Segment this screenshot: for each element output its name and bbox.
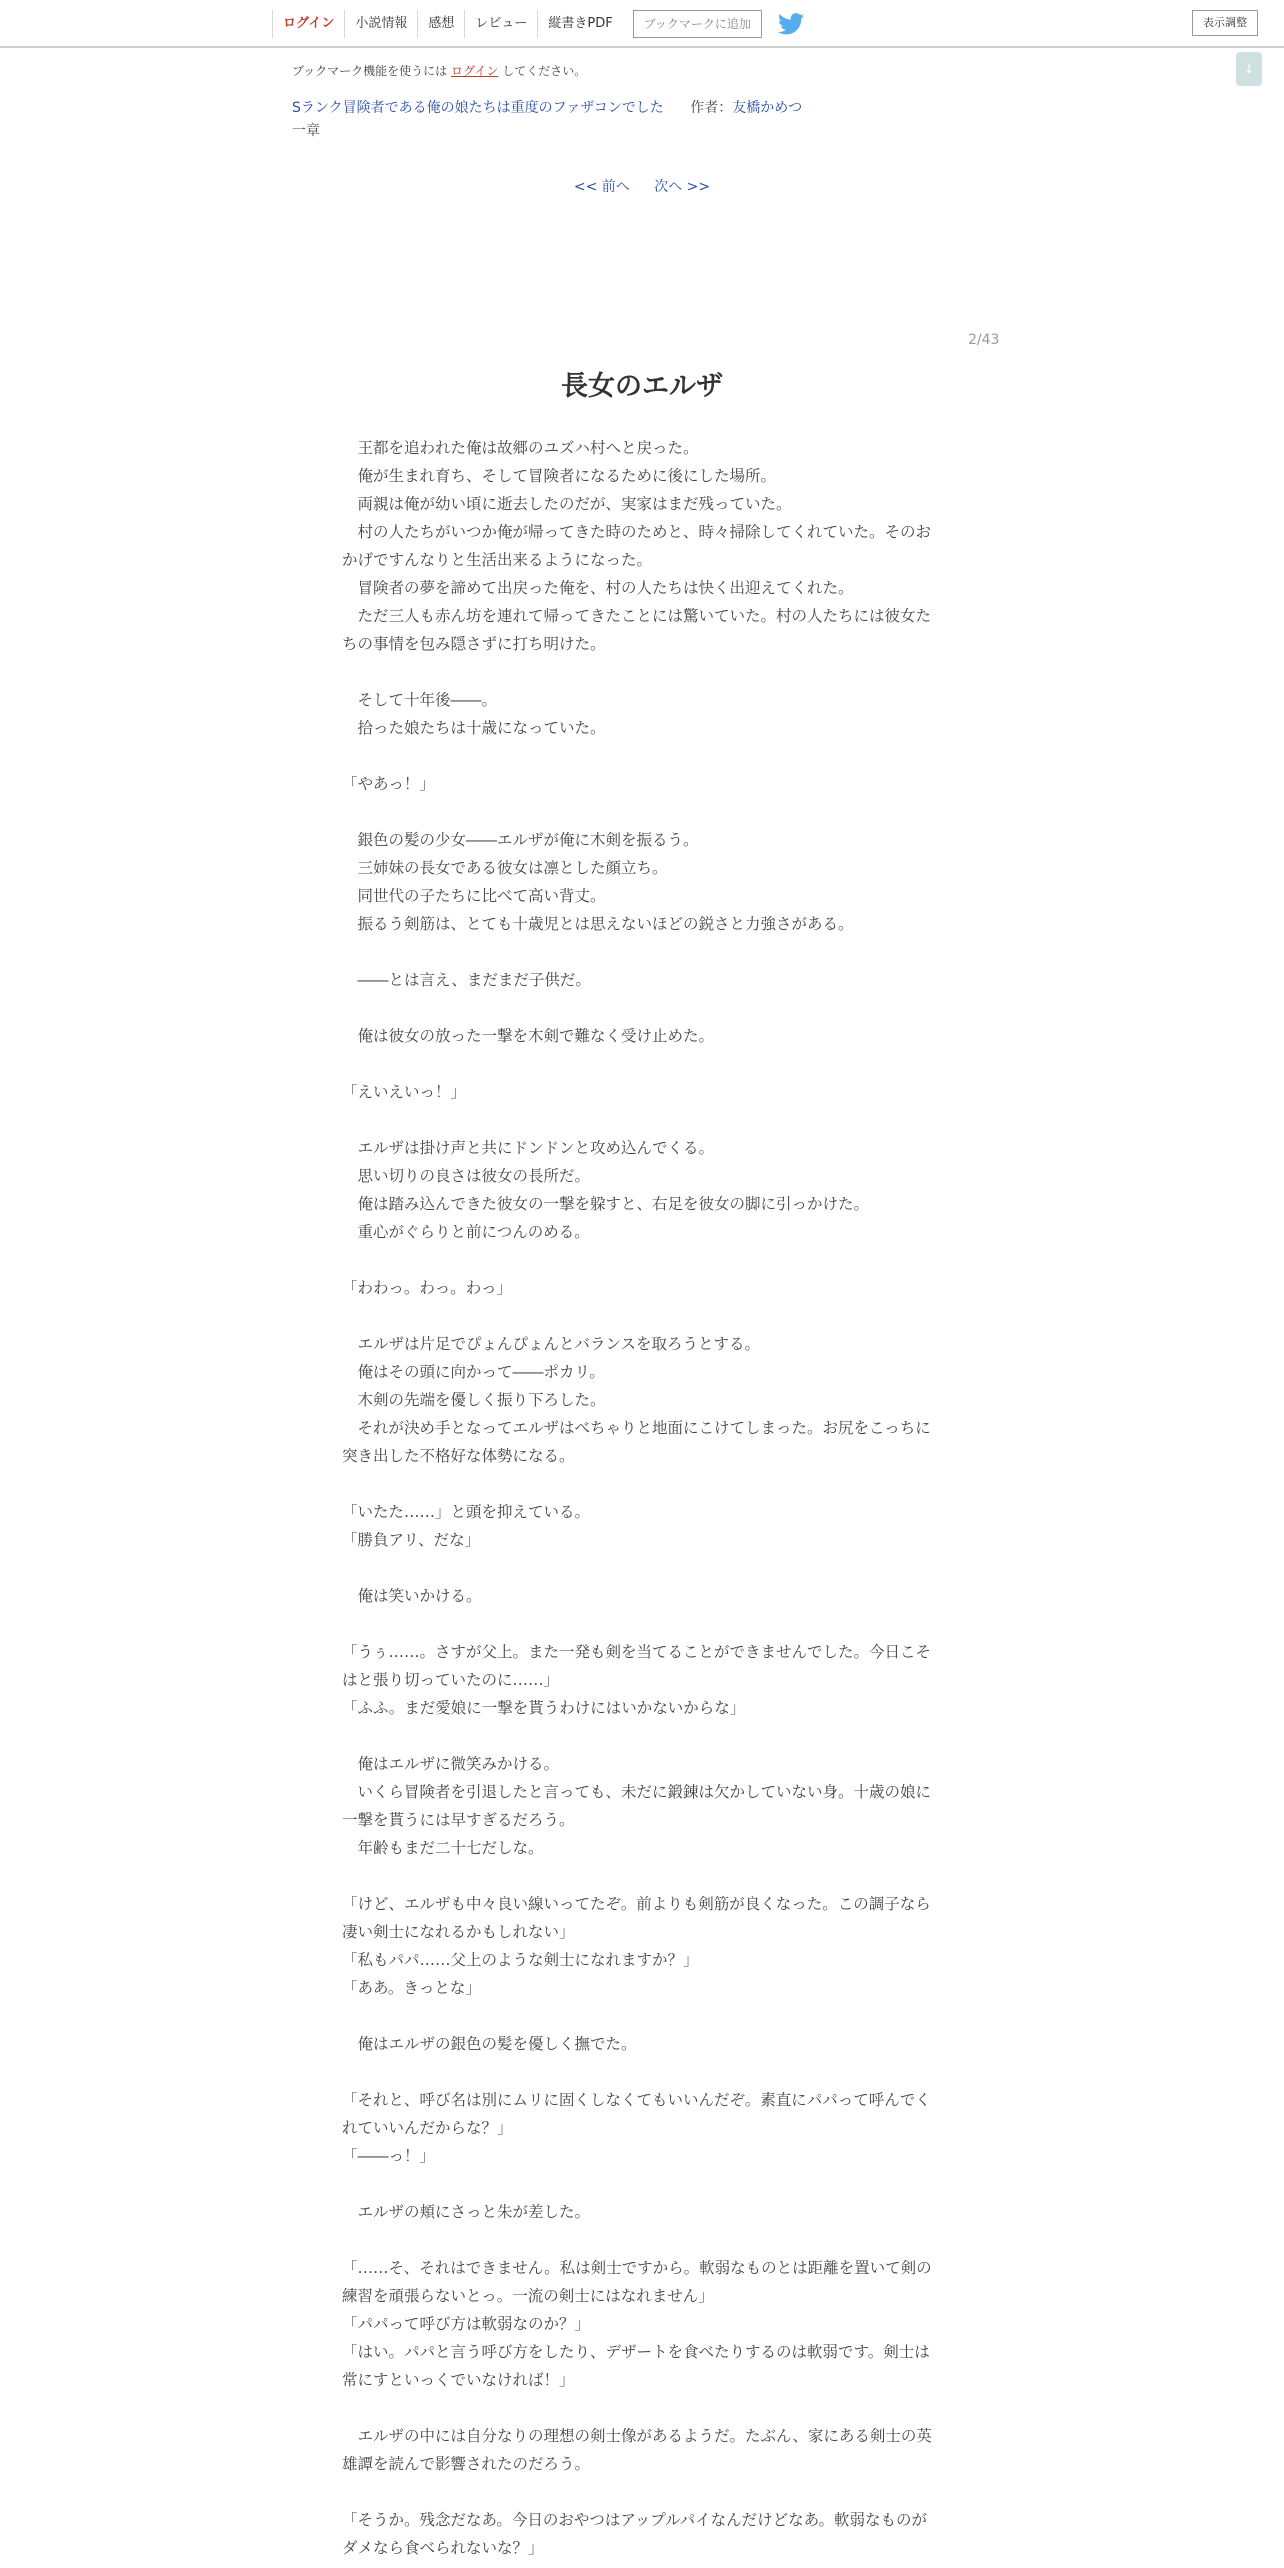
- nav-vertical-pdf-link[interactable]: 縦書きPDF: [537, 10, 622, 38]
- body-paragraph: 「それと、呼び名は別にムリに固くしなくてもいいんだぞ。素直にパパって呼んでくれていいんだからな？」: [342, 2091, 931, 2137]
- novel-title-link[interactable]: Sランク冒険者である俺の娘たちは重度のファザコンでした: [292, 100, 664, 116]
- body-paragraph: [342, 938, 942, 966]
- episode-pager: [0, 176, 1284, 196]
- display-settings-button[interactable]: 表示調整: [1192, 10, 1258, 36]
- episode-title: 長女のエルザ: [561, 371, 723, 402]
- body-paragraph: [342, 1722, 942, 1750]
- body-paragraph: 「私もパパ……父上のような剣士になれますか？」: [342, 1951, 699, 1969]
- body-paragraph: 「いたた……」と頭を抑えている。: [342, 1503, 591, 1521]
- body-paragraph: 「勝負アリ、だな」: [342, 1531, 481, 1549]
- novel-header: [292, 97, 802, 117]
- body-paragraph: [342, 742, 942, 770]
- body-paragraph: [342, 1246, 942, 1274]
- body-paragraph: 「えいえいっ！」: [342, 1083, 467, 1101]
- body-paragraph: 「けど、エルザも中々良い線いってたぞ。前よりも剣筋が良くなった。この調子なら凄い剣士になれるかもしれない」: [342, 1895, 931, 1941]
- body-paragraph: 両親は俺が幼い頃に逝去したのだが、実家はまだ残っていた。: [342, 495, 792, 513]
- main-nav: [272, 10, 804, 38]
- body-paragraph: [342, 2002, 942, 2030]
- twitter-icon[interactable]: [778, 13, 804, 35]
- body-paragraph: [342, 1862, 942, 1890]
- scroll-down-tab[interactable]: [1236, 52, 1262, 86]
- body-paragraph: 俺は笑いかける。: [342, 1587, 482, 1605]
- body-paragraph: 「はい。パパと言う呼び方をしたり、デザートを食べたりするのは軟弱です。剣士は常にすといっくでいなければ！」: [342, 2343, 930, 2389]
- body-paragraph: 俺は彼女の放った一撃を木剣で難なく受け止めた。: [342, 1027, 715, 1045]
- nav-impressions-link[interactable]: 感想: [417, 10, 464, 38]
- author-link[interactable]: 友橋かめつ: [732, 100, 803, 116]
- bookmark-notice-suffix: してください。: [502, 64, 587, 78]
- body-paragraph: [342, 2058, 942, 2086]
- body-paragraph: いくら冒険者を引退したと言っても、未だに鍛錬は欠かしていない身。十歳の娘に一撃を貰うには早すぎるだろう。: [342, 1783, 932, 1829]
- body-paragraph: エルザは掛け声と共にドンドンと攻め込んでくる。: [342, 1139, 715, 1157]
- body-paragraph: 俺はエルザに微笑みかける。: [342, 1755, 560, 1773]
- body-paragraph: 村の人たちがいつか俺が帰ってきた時のためと、時々掃除してくれていた。そのおかげですんなりと生活出来るようになった。: [342, 523, 932, 569]
- body-paragraph: それが決め手となってエルザはべちゃりと地面にこけてしまった。お尻をこっちに突き出した不格好な体勢になる。: [342, 1419, 931, 1465]
- nav-login-link[interactable]: ログイン: [272, 10, 344, 38]
- body-paragraph: ただ三人も赤ん坊を連れて帰ってきたことには驚いていた。村の人たちには彼女たちの事情を包み隠さずに打ち明けた。: [342, 607, 932, 653]
- body-paragraph: [342, 2478, 942, 2506]
- body-paragraph: 「うぅ……。さすが父上。また一発も剣を当てることができませんでした。今日こそはと張り切っていたのに……」: [342, 1643, 932, 1689]
- prev-episode-link[interactable]: << 前へ: [573, 179, 630, 195]
- body-paragraph: [342, 798, 942, 826]
- body-paragraph: 木剣の先端を優しく振り下ろした。: [342, 1391, 606, 1409]
- body-paragraph: [342, 1106, 942, 1134]
- body-paragraph: エルザの中には自分なりの理想の剣士像があるようだ。たぶん、家にある剣士の英雄譚を読んで影響されたのだろう。: [342, 2427, 932, 2473]
- next-episode-link[interactable]: 次へ >>: [654, 179, 711, 195]
- body-paragraph: 冒険者の夢を諦めて出戻った俺を、村の人たちは快く出迎えてくれた。: [342, 579, 854, 597]
- body-paragraph: エルザの頬にさっと朱が差した。: [342, 2203, 591, 2221]
- body-paragraph: [342, 2226, 942, 2254]
- body-paragraph: 王都を追われた俺は故郷のユズハ村へと戻った。: [342, 439, 699, 457]
- body-paragraph: 俺が生まれ育ち、そして冒険者になるために後にした場所。: [342, 467, 777, 485]
- add-bookmark-button[interactable]: ブックマークに追加: [633, 10, 762, 38]
- body-paragraph: [342, 1050, 942, 1078]
- body-paragraph: エルザは片足でぴょんぴょんとバランスを取ろうとする。: [342, 1335, 761, 1353]
- body-paragraph: [342, 1610, 942, 1638]
- body-paragraph: 振るう剣筋は、とても十歳児とは思えないほどの鋭さと力強さがある。: [342, 915, 854, 933]
- body-paragraph: 俺は踏み込んできた彼女の一撃を躱すと、右足を彼女の脚に引っかけた。: [342, 1195, 870, 1213]
- body-paragraph: ――とは言え、まだまだ子供だ。: [342, 971, 591, 989]
- body-paragraph: そして十年後――。: [342, 691, 498, 709]
- nav-review-link[interactable]: レビュー: [464, 10, 537, 38]
- body-paragraph: [342, 1470, 942, 1498]
- body-paragraph: [342, 2394, 942, 2422]
- body-paragraph: 俺はエルザの銀色の髪を優しく撫でた。: [342, 2035, 637, 2053]
- body-paragraph: 「わわっ。わっ。わっ」: [342, 1279, 513, 1297]
- nav-novel-info-link[interactable]: 小説情報: [344, 10, 417, 38]
- body-paragraph: 同世代の子たちに比べて高い背丈。: [342, 887, 606, 905]
- body-paragraph: 俺はその頭に向かって――ポカリ。: [342, 1363, 605, 1381]
- top-navigation-bar: [0, 0, 1284, 48]
- bookmark-login-notice: [292, 62, 586, 79]
- body-paragraph: 重心がぐらりと前につんのめる。: [342, 1223, 590, 1241]
- body-paragraph: 「パパって呼び方は軟弱なのか？」: [342, 2315, 591, 2333]
- body-paragraph: 年齢もまだ二十七だしな。: [342, 1839, 544, 1857]
- arrow-down-icon: ↓: [1243, 62, 1255, 76]
- body-paragraph: 銀色の髪の少女――エルザが俺に木剣を振るう。: [342, 831, 699, 849]
- body-paragraph: 思い切りの良さは彼女の長所だ。: [342, 1167, 591, 1185]
- bookmark-notice-prefix: ブックマーク機能を使うには: [292, 64, 448, 78]
- body-paragraph: 「やあっ！」: [342, 775, 435, 793]
- bookmark-notice-login-link[interactable]: ログイン: [451, 64, 499, 78]
- body-paragraph: 「ああ。きっとな」: [342, 1979, 481, 1997]
- chapter-name: 一章: [292, 123, 320, 139]
- body-paragraph: [342, 1554, 942, 1582]
- body-paragraph: 「そうか。残念だなあ。今日のおやつはアップルパイなんだけどなあ。軟弱なものがダメなら食べられないな？」: [342, 2511, 927, 2557]
- body-paragraph: 「……そ、それはできません。私は剣士ですから。軟弱なものとは距離を置いて剣の練習を頑張らないとっ。一流の剣士にはなれません」: [342, 2259, 932, 2305]
- body-paragraph: 拾った娘たちは十歳になっていた。: [342, 719, 606, 737]
- body-paragraph: 「――っ！」: [342, 2147, 436, 2165]
- author-label: 作者：: [690, 100, 733, 116]
- body-paragraph: [342, 2170, 942, 2198]
- body-paragraph: [342, 658, 942, 686]
- body-paragraph: [342, 994, 942, 1022]
- body-paragraph: [342, 1302, 942, 1330]
- body-paragraph: 三姉妹の長女である彼女は凛とした顔立ち。: [342, 859, 668, 877]
- body-paragraph: 「ふふ。まだ愛娘に一撃を貰うわけにはいかないからな」: [342, 1699, 746, 1717]
- novel-body-text: [342, 434, 942, 2562]
- episode-page-number: 2/43: [968, 332, 1000, 348]
